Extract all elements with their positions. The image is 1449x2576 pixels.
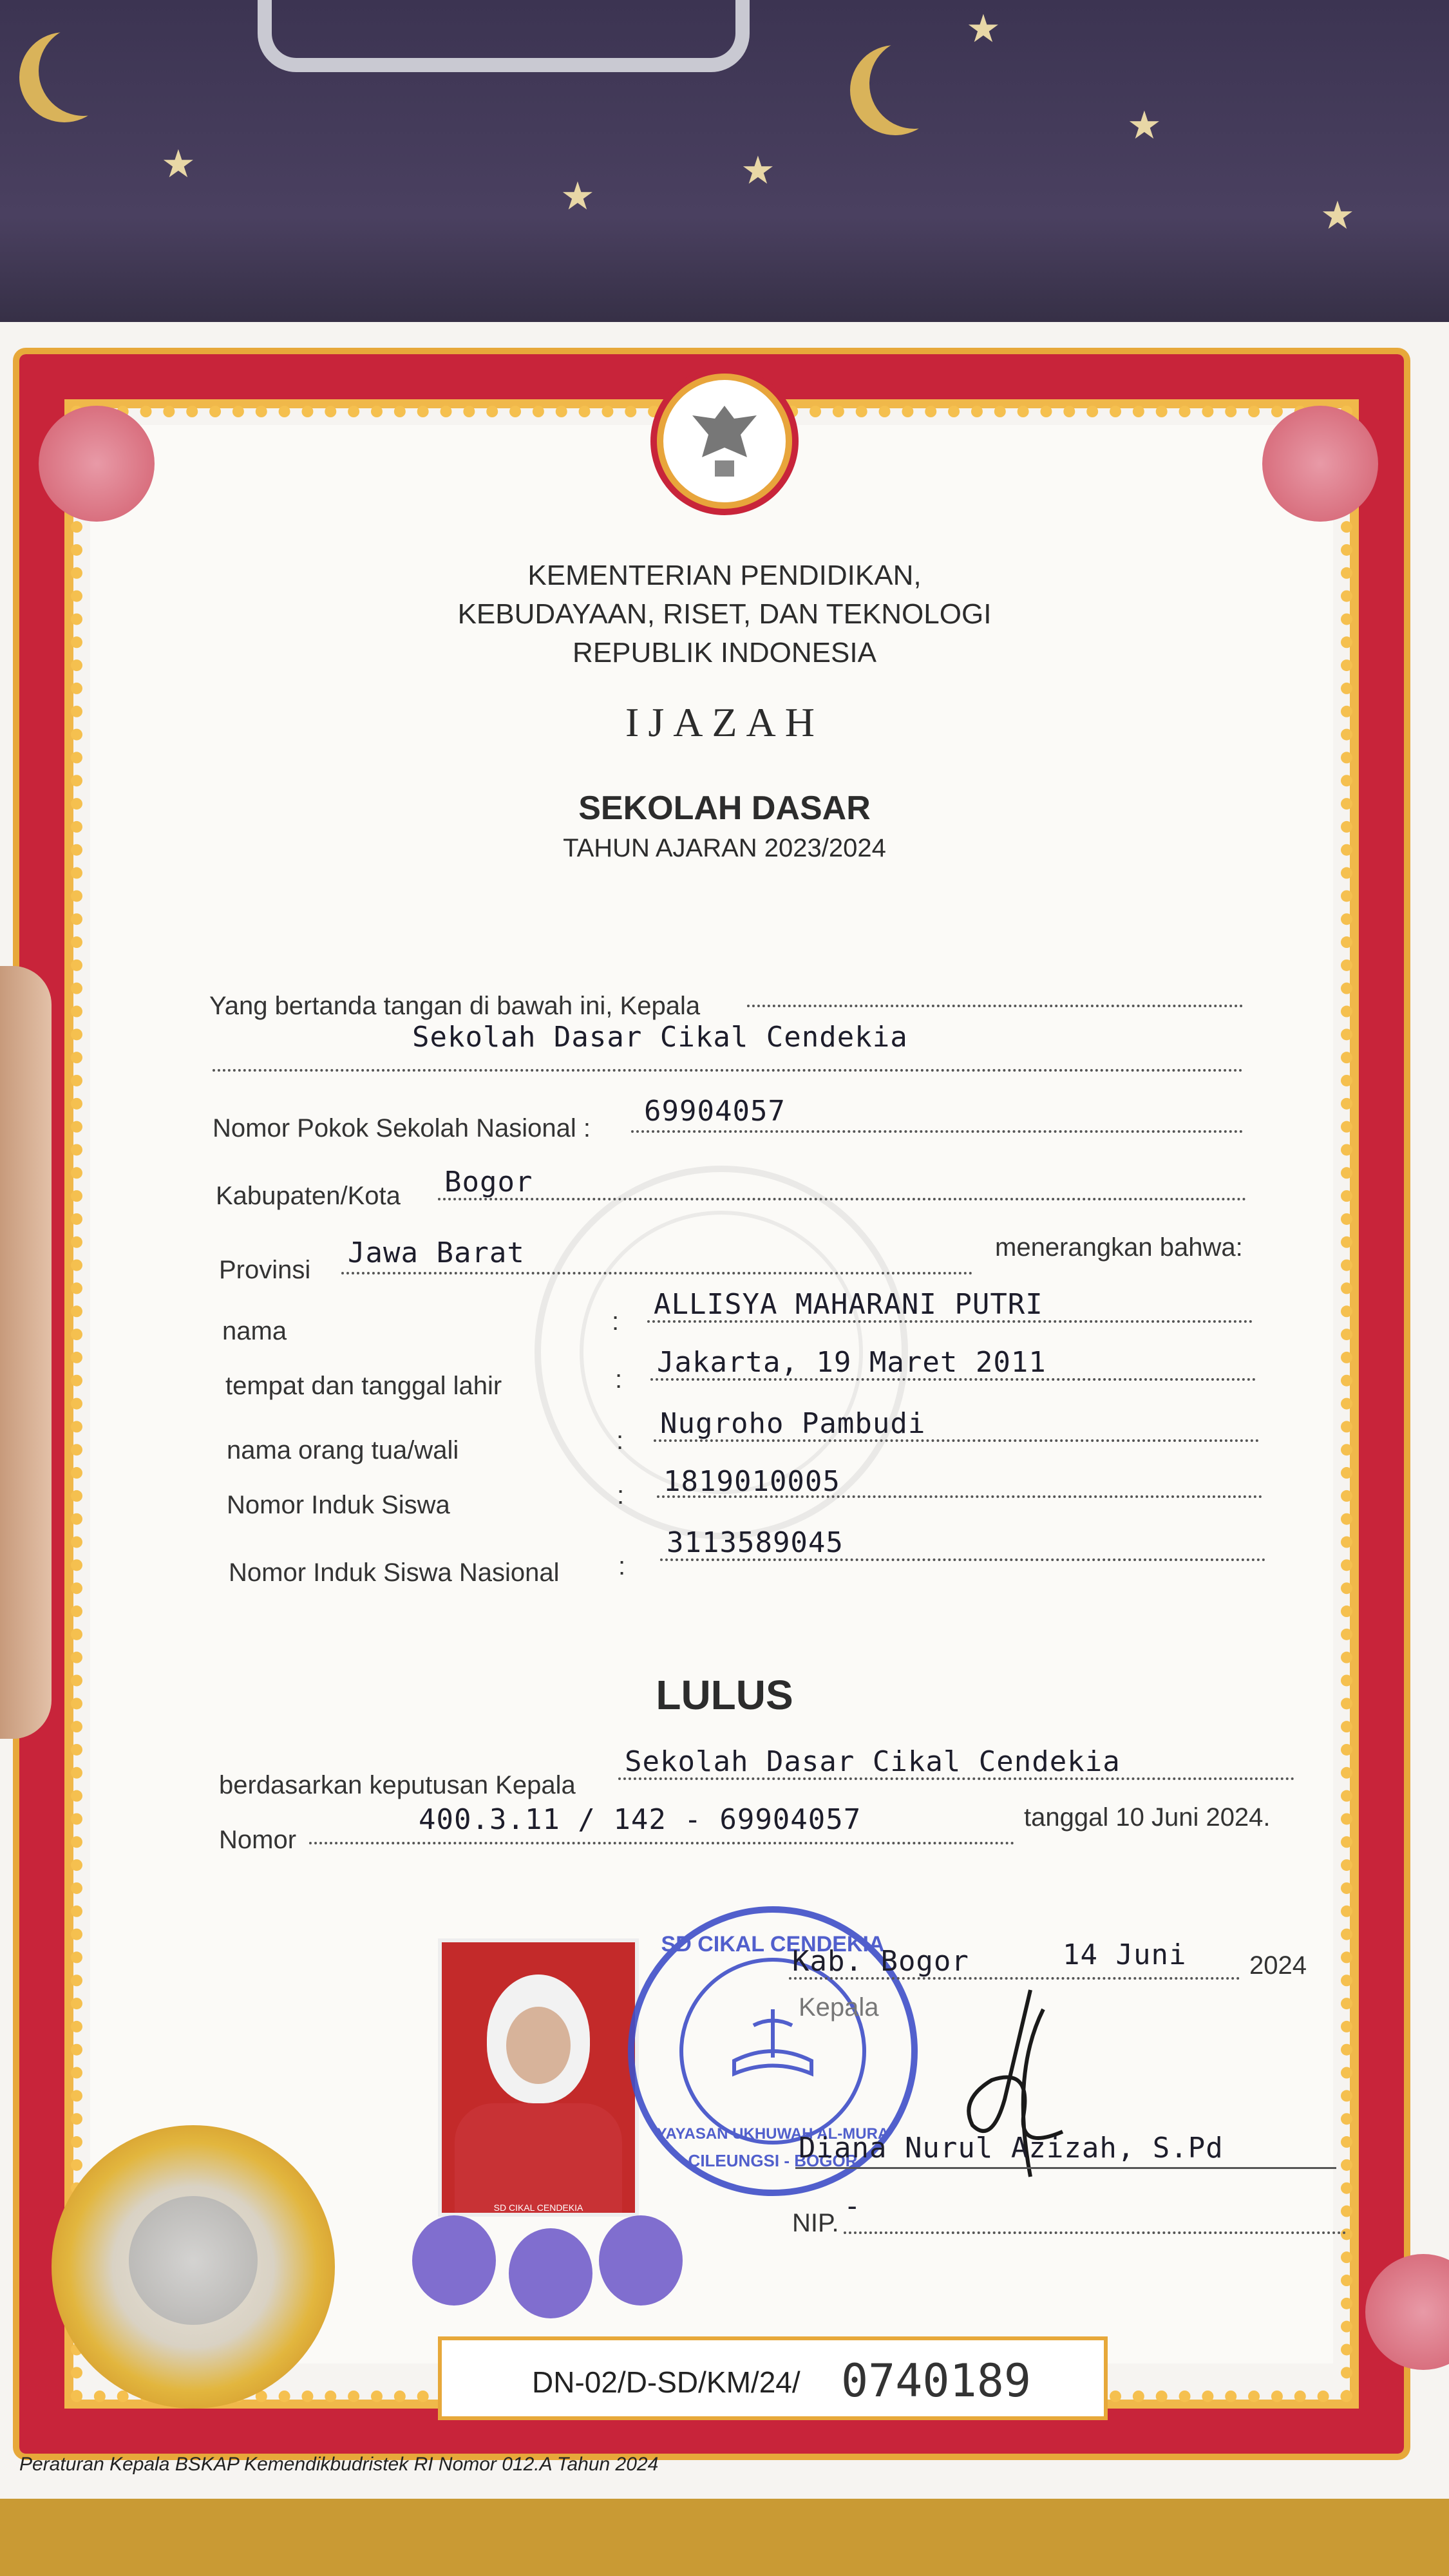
provinsi-value: Jawa Barat — [348, 1236, 525, 1269]
nomor-value: 400.3.11 / 142 - 69904057 — [419, 1803, 862, 1836]
dotted-line — [631, 1130, 1243, 1133]
dotted-line — [647, 1320, 1253, 1323]
dotted-line — [657, 1495, 1262, 1498]
kepala-label: Yang bertanda tangan di bawah ini, Kepala — [209, 992, 701, 1020]
student-photo — [438, 1938, 639, 2217]
keputusan-value: Sekolah Dasar Cikal Cendekia — [625, 1745, 1121, 1778]
nama-value: ALLISYA MAHARANI PUTRI — [654, 1288, 1043, 1321]
regulation-footer: Peraturan Kepala BSKAP Kemendikbudristek RI Nomor 012.A Tahun 2024 — [19, 2454, 659, 2475]
star-icon: ★ — [560, 175, 595, 218]
dotted-line — [438, 1198, 1246, 1200]
nisn-value: 3113589045 — [667, 1526, 844, 1559]
ortu-label: nama orang tua/wali — [227, 1436, 459, 1464]
dotted-line — [660, 1558, 1265, 1561]
colon: : — [617, 1481, 625, 1510]
garuda-emblem-icon — [657, 374, 792, 509]
kabupaten-label: Kabupaten/Kota — [216, 1182, 401, 1210]
signature-role: Kepala — [799, 1993, 879, 2022]
signature-date: 14 Juni — [1063, 1938, 1187, 1971]
moon-icon — [39, 26, 129, 116]
fingerprint-icon — [509, 2228, 592, 2318]
star-icon: ★ — [161, 142, 196, 185]
star-icon: ★ — [741, 149, 775, 192]
moon-icon — [869, 39, 960, 129]
hand-holding — [0, 966, 52, 1739]
stamp-middle-text: YAYASAN UKHUWAH AL-MURA — [656, 2125, 889, 2143]
signature-year: 2024 — [1249, 1951, 1307, 1980]
npsn-value: 69904057 — [644, 1095, 786, 1128]
dotted-line — [789, 1977, 1240, 1980]
serial-number-box — [438, 2336, 1108, 2420]
provinsi-label: Provinsi — [219, 1256, 311, 1284]
ministry-line-3: REPUBLIK INDONESIA — [573, 637, 876, 668]
colon: : — [612, 1307, 620, 1336]
corner-ornament-icon — [1262, 406, 1378, 522]
academic-year: TAHUN AJARAN 2023/2024 — [563, 834, 886, 862]
signature-place: Kab. Bogor — [792, 1945, 969, 1978]
ttl-value: Jakarta, 19 Maret 2011 — [657, 1346, 1046, 1379]
school-level: SEKOLAH DASAR — [578, 790, 871, 827]
npsn-label: Nomor Pokok Sekolah Nasional : — [213, 1114, 591, 1142]
dotted-line — [213, 1069, 1243, 1072]
signature-line — [795, 2167, 1336, 2169]
background-bottom — [0, 2499, 1449, 2576]
keputusan-date: tanggal 10 Juni 2024. — [1024, 1803, 1271, 1832]
keputusan-label: berdasarkan keputusan Kepala — [219, 1771, 576, 1799]
menerangkan-label: menerangkan bahwa: — [995, 1233, 1243, 1262]
fingerprint-icon — [412, 2215, 496, 2306]
ministry-line-1: KEMENTERIAN PENDIDIKAN, — [527, 560, 922, 591]
document-title: IJAZAH — [625, 699, 824, 745]
bag-handle — [258, 0, 750, 72]
stamp-bottom-text: CILEUNGSI - BOGOR — [688, 2151, 858, 2170]
ortu-value: Nugroho Pambudi — [660, 1407, 926, 1440]
nis-value: 1819010005 — [663, 1465, 840, 1498]
background-fabric — [0, 0, 1449, 361]
dotted-line — [650, 1378, 1256, 1381]
star-icon: ★ — [1320, 194, 1355, 237]
dotted-line — [747, 1005, 1243, 1007]
nisn-label: Nomor Induk Siswa Nasional — [229, 1558, 560, 1587]
photo-caption: SD CIKAL CENDEKIA — [493, 2202, 583, 2213]
ministry-line-2: KEBUDAYAAN, RISET, DAN TEKNOLOGI — [457, 598, 992, 630]
dotted-line — [309, 1842, 1014, 1844]
photo-uniform — [455, 2103, 622, 2213]
dotted-line — [341, 1272, 972, 1274]
star-icon: ★ — [1127, 104, 1162, 147]
serial-number: 0740189 — [841, 2354, 1032, 2407]
corner-ornament-icon — [39, 406, 155, 522]
nip-value: - — [844, 2190, 862, 2222]
graduation-status: LULUS — [656, 1672, 793, 1718]
fingerprint-icon — [599, 2215, 683, 2306]
serial-code: DN-02/D-SD/KM/24/ — [532, 2365, 800, 2399]
dotted-line — [654, 1439, 1259, 1442]
kepala-value: Sekolah Dasar Cikal Cendekia — [412, 1021, 908, 1054]
kabupaten-value: Bogor — [444, 1166, 533, 1198]
star-icon: ★ — [966, 7, 1001, 50]
colon: : — [616, 1426, 624, 1455]
hologram-seal-icon — [52, 2125, 335, 2409]
ttl-label: tempat dan tanggal lahir — [225, 1372, 502, 1400]
photo-face — [506, 2007, 571, 2084]
dotted-line — [844, 2231, 1346, 2234]
headmaster-name: Diana Nurul Azizah, S.Pd — [799, 2132, 1224, 2164]
dotted-line — [618, 1777, 1294, 1780]
colon: : — [618, 1552, 626, 1580]
stamp-top-text: SD CIKAL CENDEKIA — [661, 1932, 885, 1956]
nama-label: nama — [222, 1317, 287, 1345]
nip-label: NIP. — [792, 2209, 839, 2237]
nomor-label: Nomor — [219, 1826, 297, 1854]
colon: : — [615, 1365, 623, 1394]
nis-label: Nomor Induk Siswa — [227, 1491, 450, 1519]
